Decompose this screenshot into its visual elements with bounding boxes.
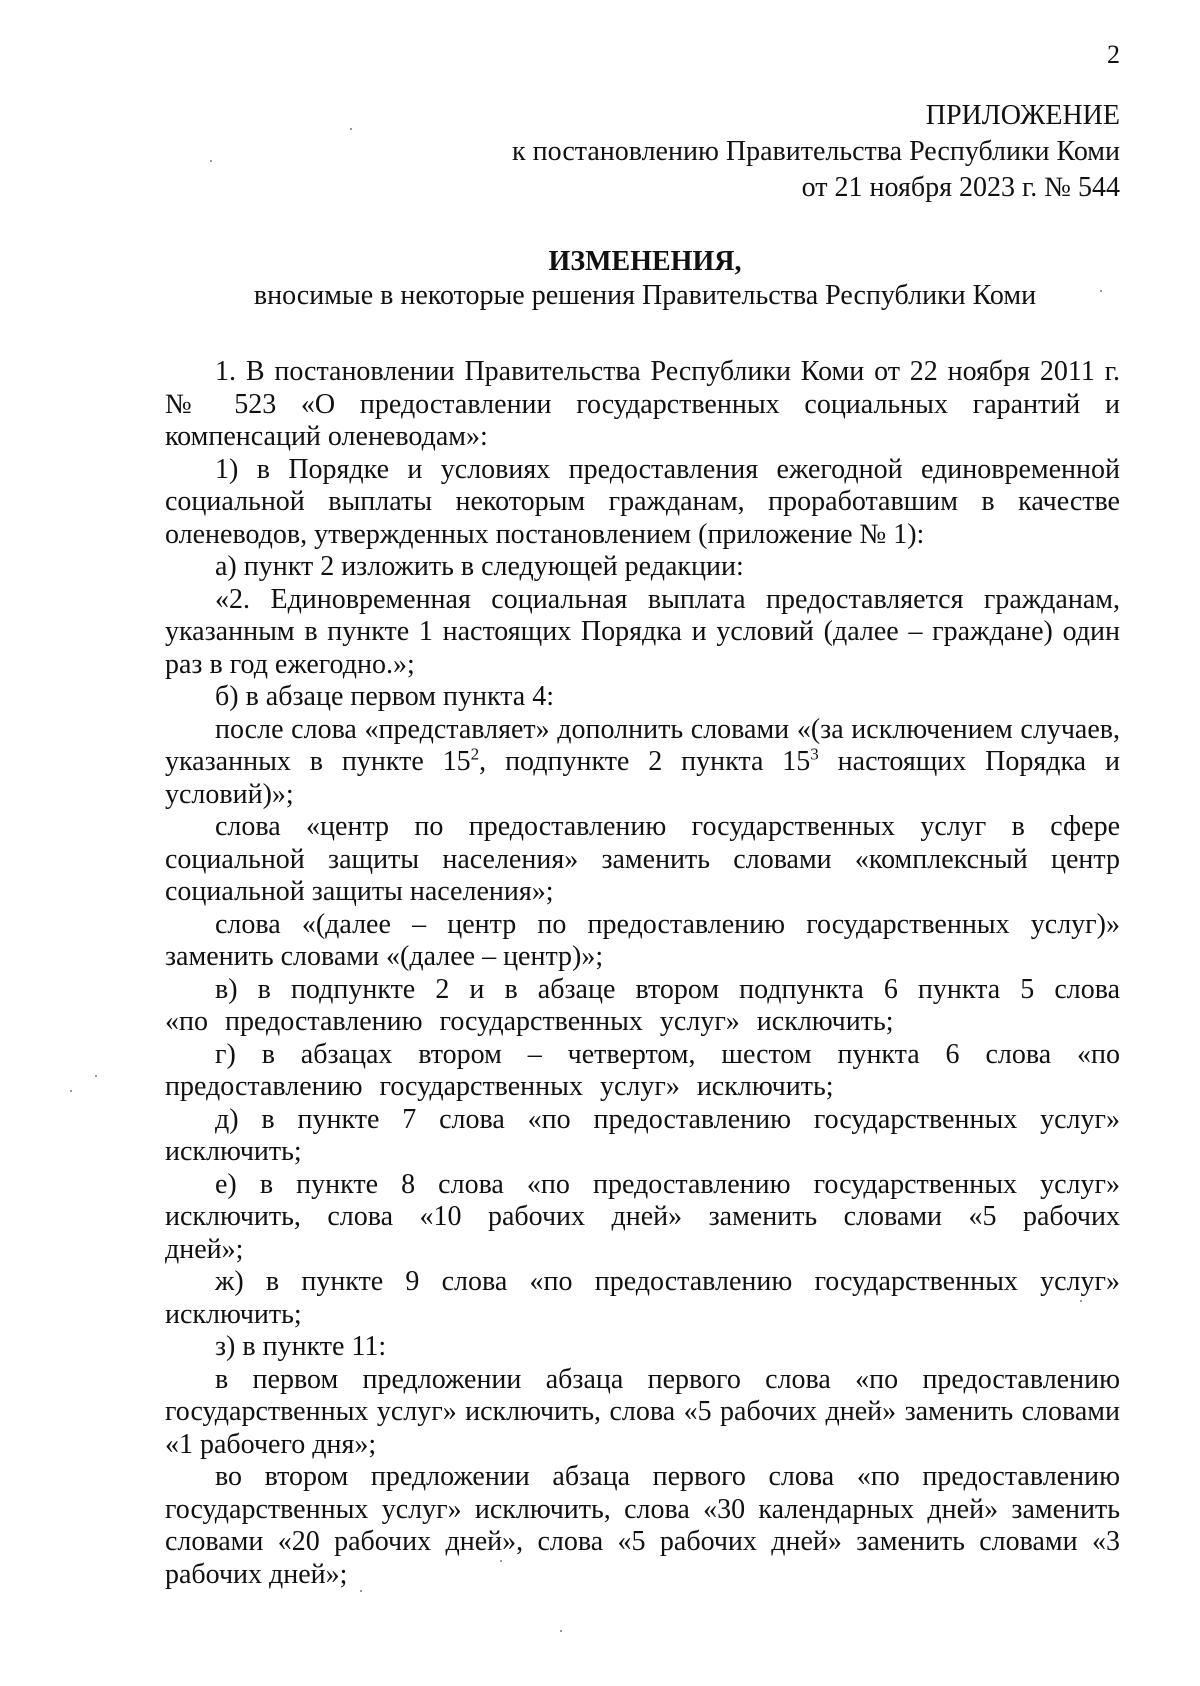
paragraph-item-v: в) в подпункте 2 и в абзаце втором подпункта 6 пункта 5 слова «по предоставлению государственных услуг» исключить; xyxy=(165,973,1120,1037)
paragraph-item-g: г) в абзацах втором – четвертом, шестом пункта 6 слова «по предоставлению государственных услуг» исключить; xyxy=(165,1038,1120,1102)
scan-speck xyxy=(500,1560,502,1562)
scan-speck xyxy=(350,128,352,130)
document-subtitle: вносимые в некоторые решения Правительства Республики Коми xyxy=(253,280,1037,311)
appendix-header xyxy=(360,98,1120,206)
scan-speck xyxy=(70,1090,72,1092)
scan-speck xyxy=(1080,1300,1082,1302)
paragraph-item-1: 1) в Порядке и условиях предоставления ежегодной единовременной социальной выплаты некоторым гражданам, проработавшим в качестве оленеводов, утвержденных постановлением (приложение № 1): xyxy=(165,453,1120,550)
appendix-resolution: к постановлению Правительства Республики Коми xyxy=(512,136,1120,167)
scan-speck xyxy=(360,1590,362,1592)
paragraph-item-d: д) в пункте 7 слова «по предоставлению государственных услуг» исключить; xyxy=(165,1103,1120,1167)
paragraph-words-center: слова «центр по предоставлению государственных услуг в сфере социальной защиты населения» заменить словами «комплексный центр социальной защиты населения»; xyxy=(165,811,1120,907)
scan-speck xyxy=(560,1630,562,1632)
paragraph-quote-2: «2. Единовременная социальная выплата предоставляется гражданам, указанным в пункте 1 настоящих Порядка и условий (далее – граждане) один раз в год ежегодно.»; xyxy=(165,583,1120,680)
paragraph-item-zh: ж) в пункте 9 слова «по предоставлению государственных услуг» исключить; xyxy=(165,1266,1120,1330)
text-fragment: настоящих Порядка и условий)»; xyxy=(165,746,1120,810)
scan-speck xyxy=(95,1075,97,1077)
text-fragment: , подпункте 2 пункта 15 xyxy=(479,746,811,777)
paragraph-first-sentence: в первом предложении абзаца первого слова «по предоставлению государственных услуг» исключить, слова «5 рабочих дней» заменить словами «1 рабочего дня»; xyxy=(165,1363,1120,1460)
paragraph-second-sentence: во втором предложении абзаца первого слова «по предоставлению государственных услуг» исключить, слова «30 календарных дней» заменить словами «20 рабочих дней», слова «5 рабочих дней» заменить словами «3 рабочих дней»; xyxy=(165,1461,1120,1590)
superscript: 3 xyxy=(810,744,819,764)
text-fragment: после слова «представляет» дополнить словами «(за исключением случаев, указанных в пункте 15 xyxy=(165,713,1120,777)
appendix-date-number: от 21 ноября 2023 г. № 544 xyxy=(801,172,1120,203)
page-number: 2 xyxy=(1107,40,1120,69)
appendix-label: ПРИЛОЖЕНИЕ xyxy=(925,100,1120,131)
paragraph-1: 1. В постановлении Правительства Республики Коми от 22 ноября 2011 г. № 523 «О предоставлении государственных социальных гарантий и компенсаций оленеводам»: xyxy=(165,356,1120,452)
paragraph-item-b: б) в абзаце первом пункта 4: xyxy=(215,681,554,712)
scan-speck xyxy=(1100,290,1102,292)
document-body xyxy=(165,356,1120,1591)
paragraph-item-a: а) пункт 2 изложить в следующей редакции: xyxy=(215,551,744,582)
paragraph-words-further: слова «(далее – центр по предоставлению государственных услуг)» заменить словами «(далее – центр)»; xyxy=(165,908,1120,972)
superscript: 2 xyxy=(470,744,480,764)
paragraph-after-word xyxy=(165,714,1120,812)
paragraph-item-e: е) в пункте 8 слова «по предоставлению государственных услуг» исключить, слова «10 рабочих дней» заменить словами «5 рабочих дней»; xyxy=(165,1168,1120,1265)
document-title: ИЗМЕНЕНИЯ, xyxy=(548,246,742,277)
scan-speck xyxy=(210,160,212,162)
paragraph-item-z: з) в пункте 11: xyxy=(215,1331,387,1362)
